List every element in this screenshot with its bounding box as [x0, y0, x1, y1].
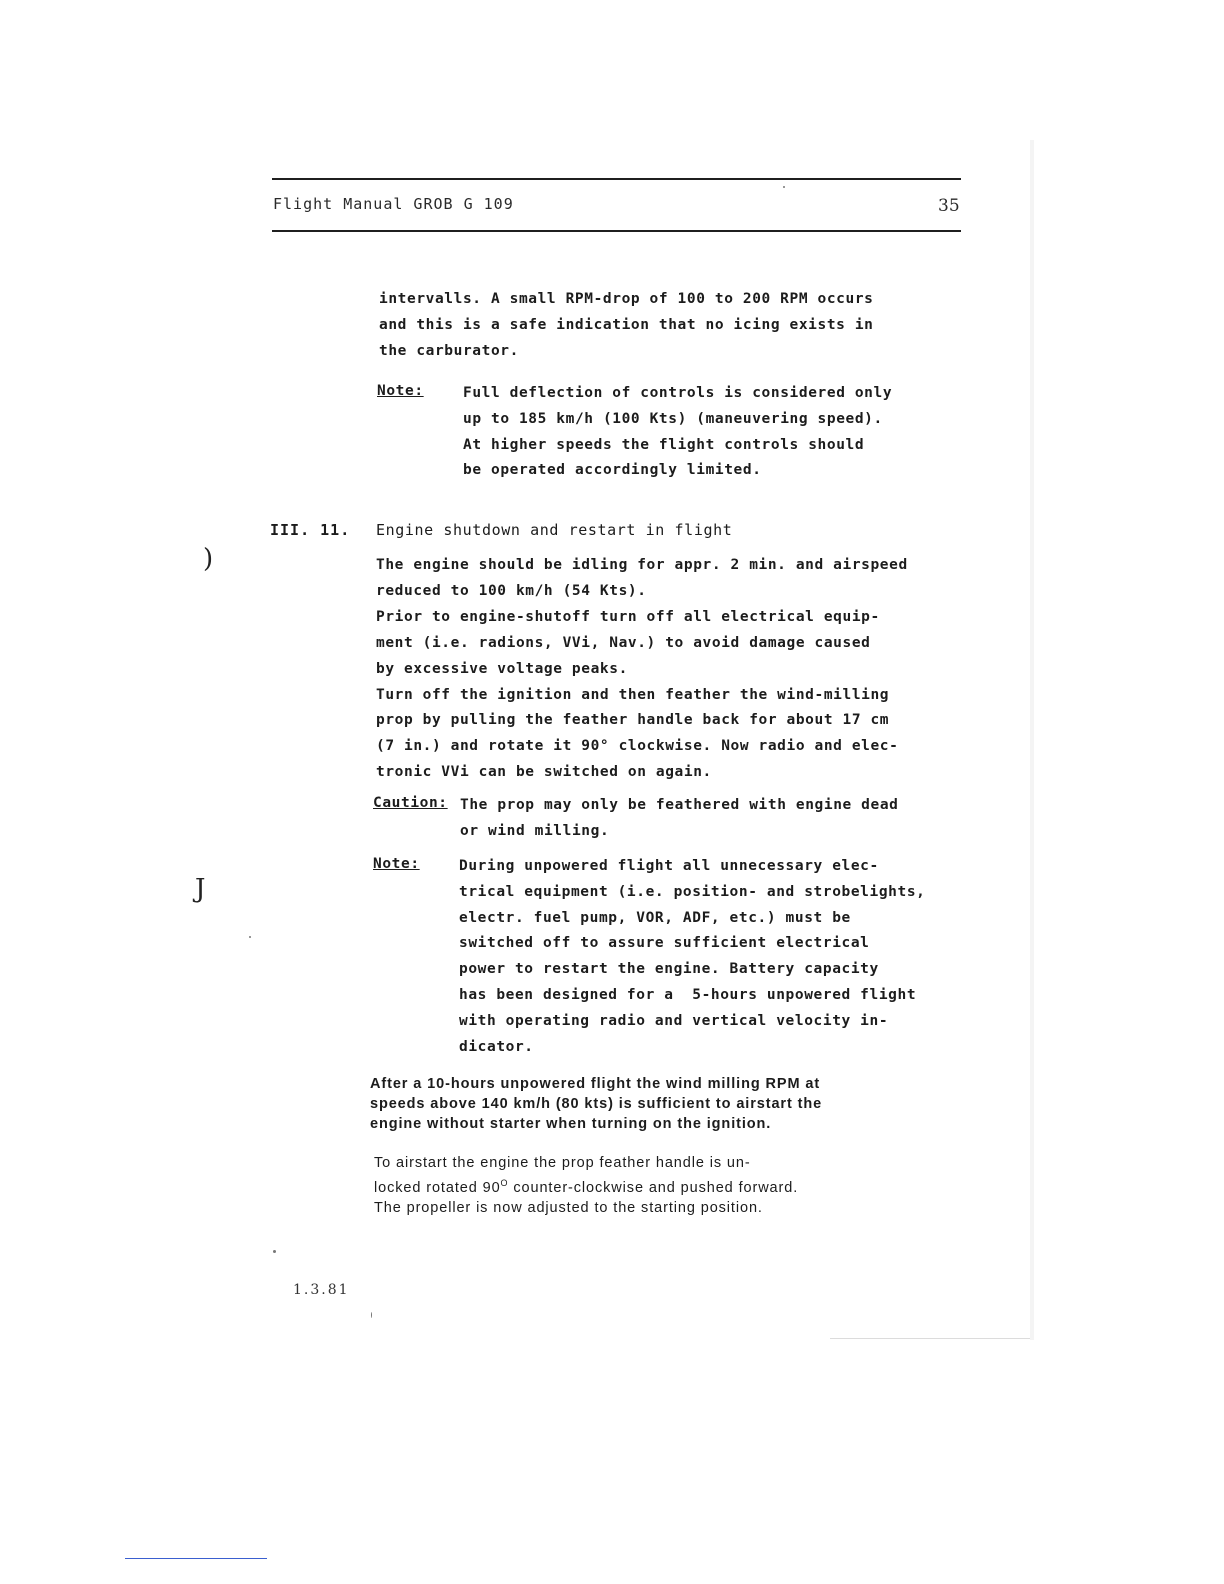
scan-speck [249, 936, 251, 938]
bottom-link-line [125, 1558, 267, 1559]
airstart-line-3: The propeller is now adjusted to the starting position. [374, 1199, 763, 1216]
airstart-line-2b: counter-clockwise and pushed forward. [508, 1179, 799, 1196]
binder-hole-mark-2: J [195, 874, 206, 904]
section-number: III. 11. [270, 521, 351, 539]
intro-paragraph: intervalls. A small RPM-drop of 100 to 200 RPM occurs and this is a safe indication that no icing exists in the carburator. [379, 291, 874, 359]
note-label-2: Note: [373, 856, 420, 872]
after-paragraph: After a 10-hours unpowered flight the wind milling RPM at speeds above 140 km/h (80 kts) is sufficient to airstart the engine without starter when turning on the ignition. [370, 1076, 823, 1132]
scan-speck [273, 1250, 276, 1253]
note-label: Note: [377, 383, 424, 399]
header-top-rule [272, 178, 961, 180]
airstart-paragraph [374, 1153, 798, 1218]
header-bottom-rule [272, 230, 961, 232]
note-text-2: During unpowered flight all unnecessary elec- trical equipment (i.e. position- and strobelights, electr. fuel pump, VOR, ADF, etc.) must be switched off to assure sufficient electrical power to restart the engine. Battery capacity has been designed for a 5-hours unpowered flight with operating radio and vertical velocity in- dicator. [459, 858, 926, 1055]
scan-speck [371, 1312, 372, 1318]
scan-line [830, 1338, 1030, 1339]
caution-label: Caution: [373, 795, 448, 811]
section-body: The engine should be idling for appr. 2 min. and airspeed reduced to 100 km/h (54 Kts). Prior to engine-shutoff turn off all electrical equip- ment (i.e. radions, VVi, Nav.) to avoid damage caused by excessive voltage peaks. Turn off the ignition and then feather the wind-milling prop by pulling the feather handle back for about 17 cm (7 in.) and rotate it 90° clockwise. Now radio and elec- tronic VVi can be switched on again. [376, 557, 908, 781]
page-number: 35 [938, 196, 960, 216]
section-title: Engine shutdown and restart in flight [376, 521, 733, 539]
airstart-line-1: To airstart the engine the prop feather handle is un- [374, 1155, 751, 1171]
header-title: Flight Manual GROB G 109 [273, 195, 514, 213]
caution-text: The prop may only be feathered with engine dead or wind milling. [460, 797, 899, 839]
footer-date: 1.3.81 [293, 1282, 350, 1298]
airstart-line-2a: locked rotated 90 [374, 1179, 501, 1196]
binder-hole-mark: ) [203, 544, 214, 574]
note-text: Full deflection of controls is considered only up to 185 km/h (100 Kts) (maneuvering speed). At higher speeds the flight controls should be operated accordingly limited. [463, 385, 893, 479]
scan-edge-shadow [1030, 140, 1034, 1340]
scan-speck [783, 186, 785, 188]
degree-mark: O [500, 1178, 509, 1188]
